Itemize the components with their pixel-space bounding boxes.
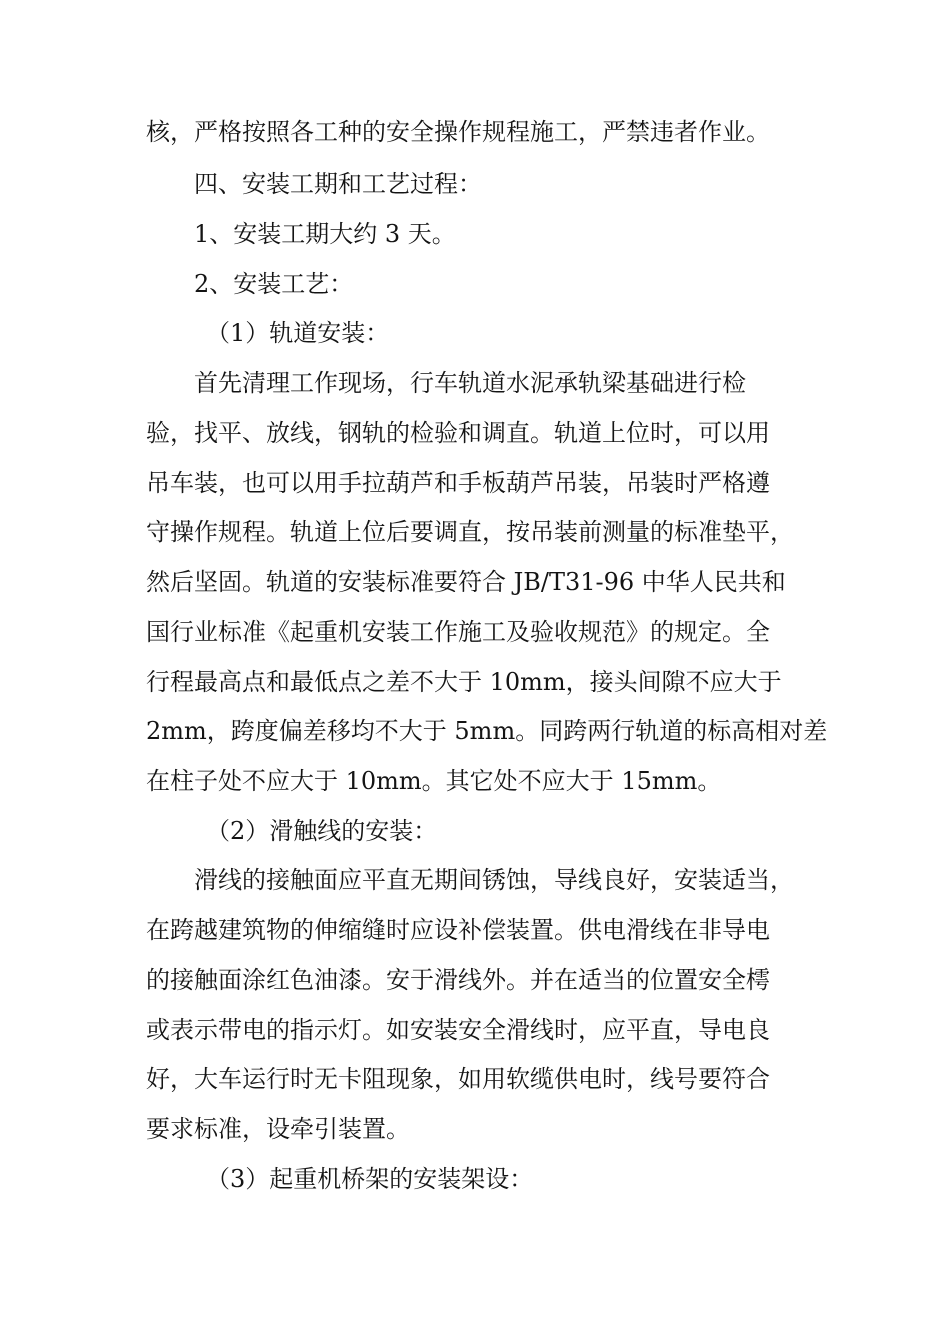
list-item: 2、安装工艺： (194, 270, 354, 298)
text-line: 验，找平、放线，钢轨的检验和调直。轨道上位时，可以用 (146, 419, 770, 447)
text-line: 核，严格按照各工种的安全操作规程施工，严禁违者作业。 (146, 118, 770, 146)
section-heading: 四、安装工期和工艺过程： (194, 170, 482, 198)
list-item: 1、安装工期大约 3 天。 (194, 220, 456, 248)
text-line: 好，大车运行时无卡阻现象，如用软缆供电时，线号要符合 (146, 1065, 770, 1093)
text-line: 在柱子处不应大于 10mm。其它处不应大于 15mm。 (146, 767, 722, 795)
subsection-heading: （1）轨道安装： (206, 319, 390, 347)
text-line: 行程最高点和最低点之差不大于 10mm，接头间隙不应大于 (146, 668, 782, 696)
text-line: 国行业标准《起重机安装工作施工及验收规范》的规定。全 (146, 618, 770, 646)
text-line: 在跨越建筑物的伸缩缝时应设补偿装置。供电滑线在非导电 (146, 916, 770, 944)
text-line: 滑线的接触面应平直无期间锈蚀，导线良好，安装适当， (194, 866, 794, 894)
text-line: 首先清理工作现场，行车轨道水泥承轨梁基础进行检 (194, 369, 746, 397)
text-line: 吊车装，也可以用手拉葫芦和手板葫芦吊装，吊装时严格遵 (146, 469, 770, 497)
text-line: 要求标准，设牵引装置。 (146, 1115, 410, 1143)
text-line: 或表示带电的指示灯。如安装安全滑线时，应平直，导电良 (146, 1016, 770, 1044)
text-line: 然后坚固。轨道的安装标准要符合 JB/T31-96 中华人民共和 (146, 568, 786, 596)
text-line: 守操作规程。轨道上位后要调直，按吊装前测量的标准垫平， (146, 518, 794, 546)
text-line: 2mm，跨度偏差移均不大于 5mm。同跨两行轨道的标高相对差 (146, 717, 828, 745)
subsection-heading: （2）滑触线的安装： (206, 817, 438, 845)
subsection-heading: （3）起重机桥架的安装架设： (206, 1165, 534, 1193)
text-line: 的接触面涂红色油漆。安于滑线外。并在适当的位置安全樗 (146, 966, 770, 994)
